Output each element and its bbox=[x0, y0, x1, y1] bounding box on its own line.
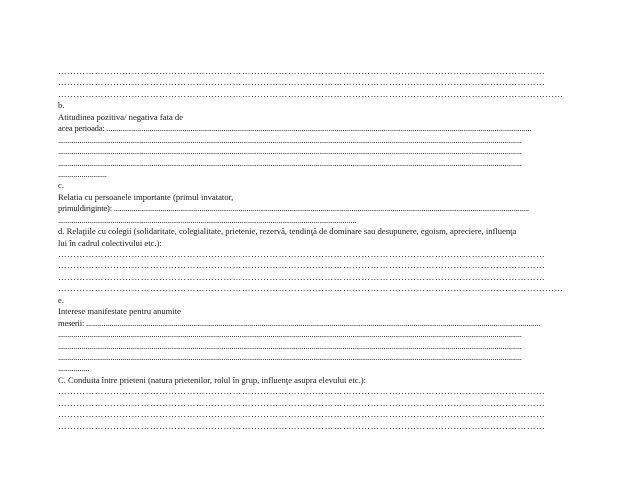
section-heading: Atitudinea pozitiva/ negativa fata de bbox=[58, 111, 184, 122]
fill-line: ......................... bbox=[58, 168, 107, 179]
section-heading: Relatia cu persoanele importante (primul invatator, bbox=[58, 191, 234, 202]
fill-line: ......................................................................................................................................................... bbox=[58, 214, 357, 225]
fill-line: …………………………………………………………………………………………………………………………………………… bbox=[58, 386, 546, 397]
fill-line: .............................................................................................................................................................................................................................................. bbox=[58, 134, 522, 145]
fill-line: …………………………………………………………………………………………………………………………………………… bbox=[58, 271, 546, 282]
fill-line: …………………………………………………………………………………………………………………………………………… bbox=[58, 66, 546, 76]
fill-line: ………………………………………………………………………………………………………………………………………………… bbox=[58, 88, 564, 99]
document-page bbox=[58, 66, 580, 432]
fill-line: .............................................................................................................................................................................................................................................. bbox=[58, 340, 522, 351]
prompt-line: meserii: ......................................................................................................................................................................................................................................... bbox=[58, 317, 541, 328]
section-marker-b: b. bbox=[58, 100, 65, 111]
fill-line: …………………………………………………………………………………………………………………………………………… bbox=[58, 249, 546, 259]
fill-line: …………………………………………………………………………………………………………………………………………… bbox=[58, 260, 546, 271]
section-heading: C. Conduita între prieteni (natura prietenilor, rolul în grup, influenţe asupra elevului etc.): bbox=[58, 374, 366, 385]
section-heading: Interese manifestate pentru anumite bbox=[58, 306, 181, 317]
fill-line: .............................................................................................................................................................................................................................................. bbox=[58, 351, 522, 362]
section-heading: d. Relaţiile cu colegii (solidaritate, colegialitate, prietenie, rezervă, tendinţă de dominare sau desupunere, egoism, apreciere, influenţa bbox=[58, 226, 517, 237]
fill-line: .............................................................................................................................................................................................................................................. bbox=[58, 329, 522, 340]
fill-line: …………………………………………………………………………………………………………………………………………… bbox=[58, 409, 546, 420]
fill-line: …………………………………………………………………………………………………………………………………………… bbox=[58, 77, 546, 88]
fill-line: ................ bbox=[58, 363, 90, 374]
prompt-line: acea perioada: .......................................................................................................................................................................................................................... bbox=[58, 123, 532, 134]
section-marker-c: c. bbox=[58, 180, 64, 191]
section-marker-e: e. bbox=[58, 294, 64, 305]
fill-line: .............................................................................................................................................................................................................................................. bbox=[58, 146, 522, 157]
fill-line: …………………………………………………………………………………………………………………………………………… bbox=[58, 397, 546, 408]
fill-line: …………………………………………………………………………………………………………………………………………… bbox=[58, 420, 546, 431]
section-heading-continued: lui în cadrul colectivului etc.): bbox=[58, 237, 162, 248]
fill-line: ………………………………………………………………………………………………………………………………………………… bbox=[58, 283, 564, 294]
prompt-line: primuldiriginte): ..................................................................................................................................................................................................................... bbox=[58, 203, 529, 214]
fill-line: .............................................................................................................................................................................................................................................. bbox=[58, 157, 522, 168]
